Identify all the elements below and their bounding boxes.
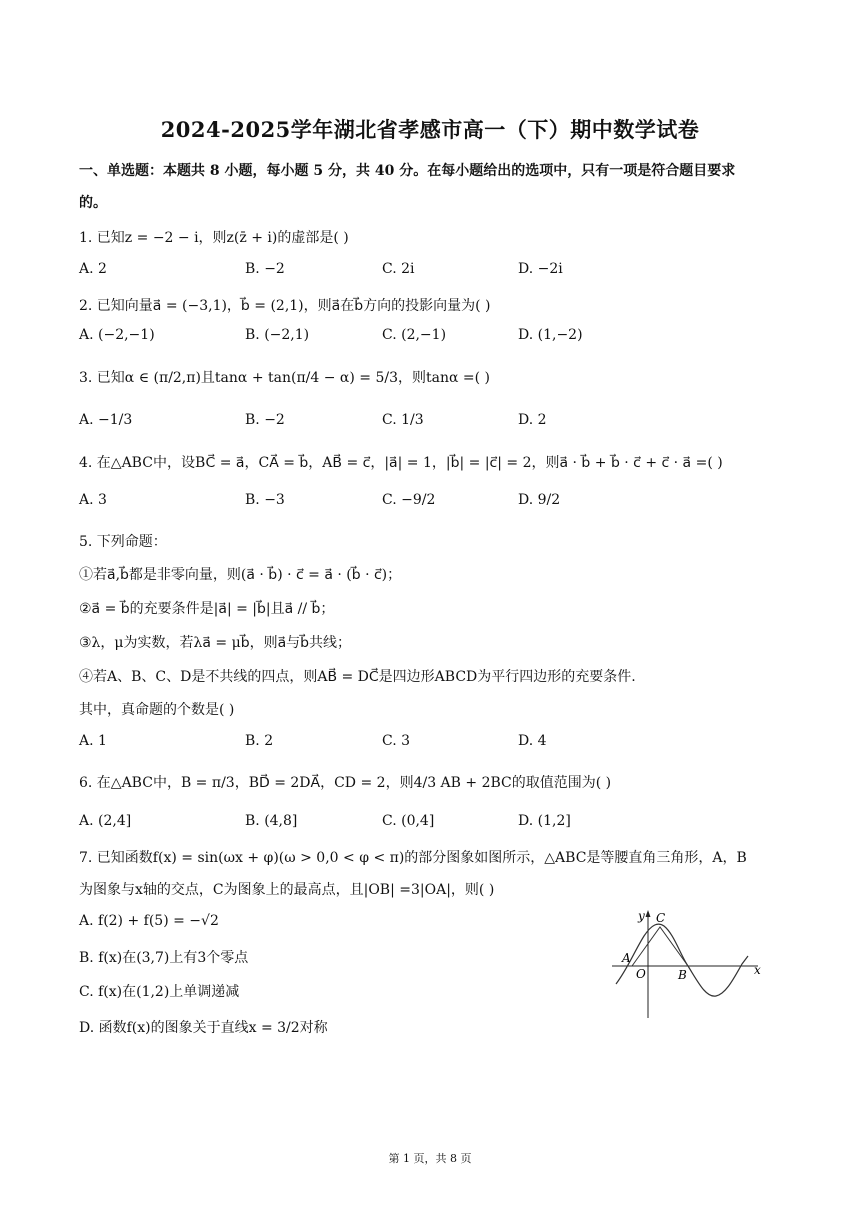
triangle-abc (632, 927, 688, 966)
q4-option-c: C. −9/2 (382, 492, 436, 508)
q5-option-d: D. 4 (518, 733, 547, 749)
q1-option-d: D. −2i (518, 261, 563, 277)
q5-option-a: A. 1 (79, 733, 107, 749)
q1-option-a: A. 2 (79, 261, 107, 277)
sine-graph-figure (608, 906, 768, 1020)
page-footer: 第 1 页，共 8 页 (388, 1152, 472, 1165)
q1-option-c: C. 2i (382, 261, 415, 277)
question-7-stem: 7. 已知函数f(x) = sin(ωx + φ)(ω > 0,0 < φ < π)的部分图象如图所示，△ABC是等腰直角三角形，A，B (79, 850, 747, 866)
q5-option-b: B. 2 (245, 733, 274, 749)
q6-option-a: A. (2,4] (79, 813, 132, 829)
q2-option-c: C. (2,−1) (382, 327, 447, 343)
q3-option-d: D. 2 (518, 412, 547, 428)
q4-option-b: B. −3 (245, 492, 285, 508)
question-3-stem: 3. 已知α ∈ (π/2,π)且tanα + tan(π/4 − α) = 5/3，则tanα =( ) (79, 370, 490, 386)
q5-option-c: C. 3 (382, 733, 411, 749)
point-a-label: A (622, 951, 631, 965)
q3-option-a: A. −1/3 (79, 412, 133, 428)
q7-option-c: C. f(x)在(1,2)上单调递减 (79, 984, 240, 1000)
q2-option-d: D. (1,−2) (518, 327, 583, 343)
q6-option-b: B. (4,8] (245, 813, 298, 829)
q3-option-b: B. −2 (245, 412, 285, 428)
section-heading: 一、单选题：本题共 8 小题，每小题 5 分，共 40 分。在每小题给出的选项中，只有一项是符合题目要求 (79, 163, 736, 179)
q2-option-b: B. (−2,1) (245, 327, 310, 343)
origin-label: O (636, 967, 646, 981)
q7-option-a: A. f(2) + f(5) = −√2 (79, 913, 219, 929)
q5-statement-4: ④若A、B、C、D是不共线的四点，则AB⃗ = DC⃗是四边形ABCD为平行四边形的充要条件. (79, 669, 636, 685)
question-2-stem: 2. 已知向量a⃗ = (−3,1)，b⃗ = (2,1)，则a⃗在b⃗方向的投影向量为( ) (79, 298, 491, 314)
y-label: y (638, 909, 645, 923)
q6-option-d: D. (1,2] (518, 813, 571, 829)
point-c-label: C (656, 911, 666, 925)
q4-option-a: A. 3 (79, 492, 107, 508)
q5-question: 其中，真命题的个数是( ) (79, 702, 235, 718)
q1-option-b: B. −2 (245, 261, 285, 277)
q7-option-b: B. f(x)在(3,7)上有3个零点 (79, 950, 249, 966)
y-axis-arrow (646, 910, 651, 917)
question-7-stem-cont: 为图象与x轴的交点，C为图象上的最高点，且|OB| =3|OA|，则( ) (79, 882, 495, 898)
q7-option-d: D. 函数f(x)的图象关于直线x = 3/2对称 (79, 1020, 328, 1036)
q4-option-d: D. 9/2 (518, 492, 561, 508)
question-1-stem: 1. 已知z = −2 − i，则z(z̄ + i)的虚部是( ) (79, 230, 349, 246)
x-label: x (754, 963, 761, 977)
q5-statement-3: ③λ，μ为实数，若λa⃗ = μb⃗，则a⃗与b⃗共线； (79, 635, 352, 651)
q6-option-c: C. (0,4] (382, 813, 435, 829)
q2-option-a: A. (−2,−1) (79, 327, 155, 343)
section-heading-cont: 的。 (79, 195, 107, 211)
point-b-label: B (678, 968, 687, 982)
question-4-stem: 4. 在△ABC中，设BC⃗ = a⃗，CA⃗ = b⃗，AB⃗ = c⃗，|a⃗| = 1，|b⃗| = |c⃗| = 2，则a⃗ · b⃗ + b⃗ · c⃗ + c⃗ · a⃗ =( ) (79, 455, 723, 471)
q5-statement-1: ①若a⃗,b⃗都是非零向量，则(a⃗ · b⃗) · c⃗ = a⃗ · (b⃗ · c⃗)； (79, 567, 402, 583)
q5-statement-2: ②a⃗ = b⃗的充要条件是|a⃗| = |b⃗|且a⃗ // b⃗； (79, 601, 335, 617)
question-6-stem: 6. 在△ABC中，B = π/3，BD⃗ = 2DA⃗，CD = 2，则4/3 AB + 2BC的取值范围为( ) (79, 775, 612, 791)
question-5-stem: 5. 下列命题： (79, 534, 167, 550)
page-title: 2024-2025学年湖北省孝感市高一（下）期中数学试卷 (160, 117, 700, 142)
q3-option-c: C. 1/3 (382, 412, 424, 428)
